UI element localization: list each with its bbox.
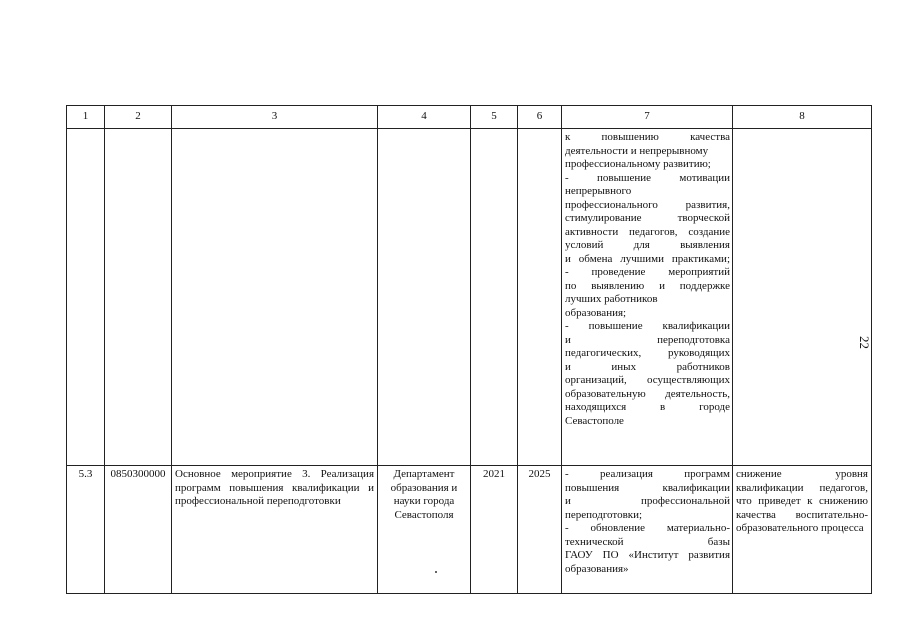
- cell-empty: [471, 129, 518, 466]
- text-line: и обмена лучшими практиками;: [565, 252, 730, 265]
- text-line: непрерывного: [565, 185, 632, 197]
- header-cell-8: 8: [733, 106, 872, 129]
- text-line: Севастополе: [565, 414, 624, 427]
- start-year: 2021: [471, 466, 518, 594]
- text-line: лучших работников: [565, 293, 658, 305]
- text-line: организаций, осуществляющих: [565, 374, 730, 386]
- text-line: переподготовки;: [565, 508, 643, 521]
- header-cell-4: 4: [378, 106, 471, 129]
- text-line: - проведение мероприятий: [565, 266, 730, 278]
- text-line: находящихся в городе: [565, 401, 730, 413]
- text-line: по выявлению и поддержке: [565, 279, 730, 292]
- header-cell-2: 2: [105, 106, 172, 129]
- text-line: и переподготовка: [565, 333, 730, 346]
- page-number: 22: [857, 336, 872, 349]
- text-line: ГАОУ ПО «Институт развития: [565, 549, 730, 561]
- header-cell-3: 3: [172, 106, 378, 129]
- text-line: - реализация программ: [565, 468, 730, 480]
- header-cell-7: 7: [562, 106, 733, 129]
- text-line: технической базы: [565, 535, 730, 548]
- consequences-cell: снижение уровня квалификации педагогов, что приведет к снижению качества воспитательно-образовательного процесса: [733, 466, 872, 594]
- text-line: к повышению качества: [565, 131, 730, 143]
- text-line: образовательную деятельность,: [565, 387, 730, 400]
- end-year: 2025: [518, 466, 562, 594]
- text-line: деятельности и непрерывному: [565, 144, 709, 157]
- cell-empty: [733, 129, 872, 466]
- scan-speck: [435, 571, 437, 573]
- text-line: стимулирование творческой: [565, 212, 730, 224]
- text-line: условий для выявления: [565, 239, 730, 251]
- budget-code: 0850300000: [105, 466, 172, 594]
- text-line: профессионального развития,: [565, 198, 730, 211]
- cell-empty: [378, 129, 471, 466]
- continued-results-cell: [562, 129, 733, 466]
- text-line: активности педагогов, создание: [565, 225, 730, 238]
- table-row: [67, 466, 872, 594]
- text-line: педагогических, руководящих: [565, 347, 730, 359]
- table-row: [67, 129, 872, 466]
- text-line: - обновление материально-: [565, 522, 730, 534]
- text-line: образования;: [565, 306, 627, 319]
- text-line: и иных работников: [565, 360, 730, 373]
- text-line: профессиональному развитию;: [565, 158, 711, 170]
- header-cell-5: 5: [471, 106, 518, 129]
- cell-empty: [518, 129, 562, 466]
- text-line: образования»: [565, 562, 629, 575]
- row-number: 5.3: [67, 466, 105, 594]
- expected-results-cell: [562, 466, 733, 594]
- text-line: - повышение квалификации: [565, 320, 730, 332]
- cell-empty: [172, 129, 378, 466]
- header-cell-1: 1: [67, 106, 105, 129]
- text-line: повышения квалификации: [565, 481, 730, 494]
- program-table: [66, 105, 872, 594]
- header-row: [67, 106, 872, 129]
- cell-empty: [67, 129, 105, 466]
- text-line: и профессиональной: [565, 495, 730, 507]
- text-line: - повышение мотивации: [565, 171, 730, 184]
- measure-name: Основное мероприятие 3. Реализация программ повышения квалификации и профессиональной переподготовки: [172, 466, 378, 594]
- executor: Департамент образования и науки города Севастополя: [378, 466, 471, 594]
- header-cell-6: 6: [518, 106, 562, 129]
- cell-empty: [105, 129, 172, 466]
